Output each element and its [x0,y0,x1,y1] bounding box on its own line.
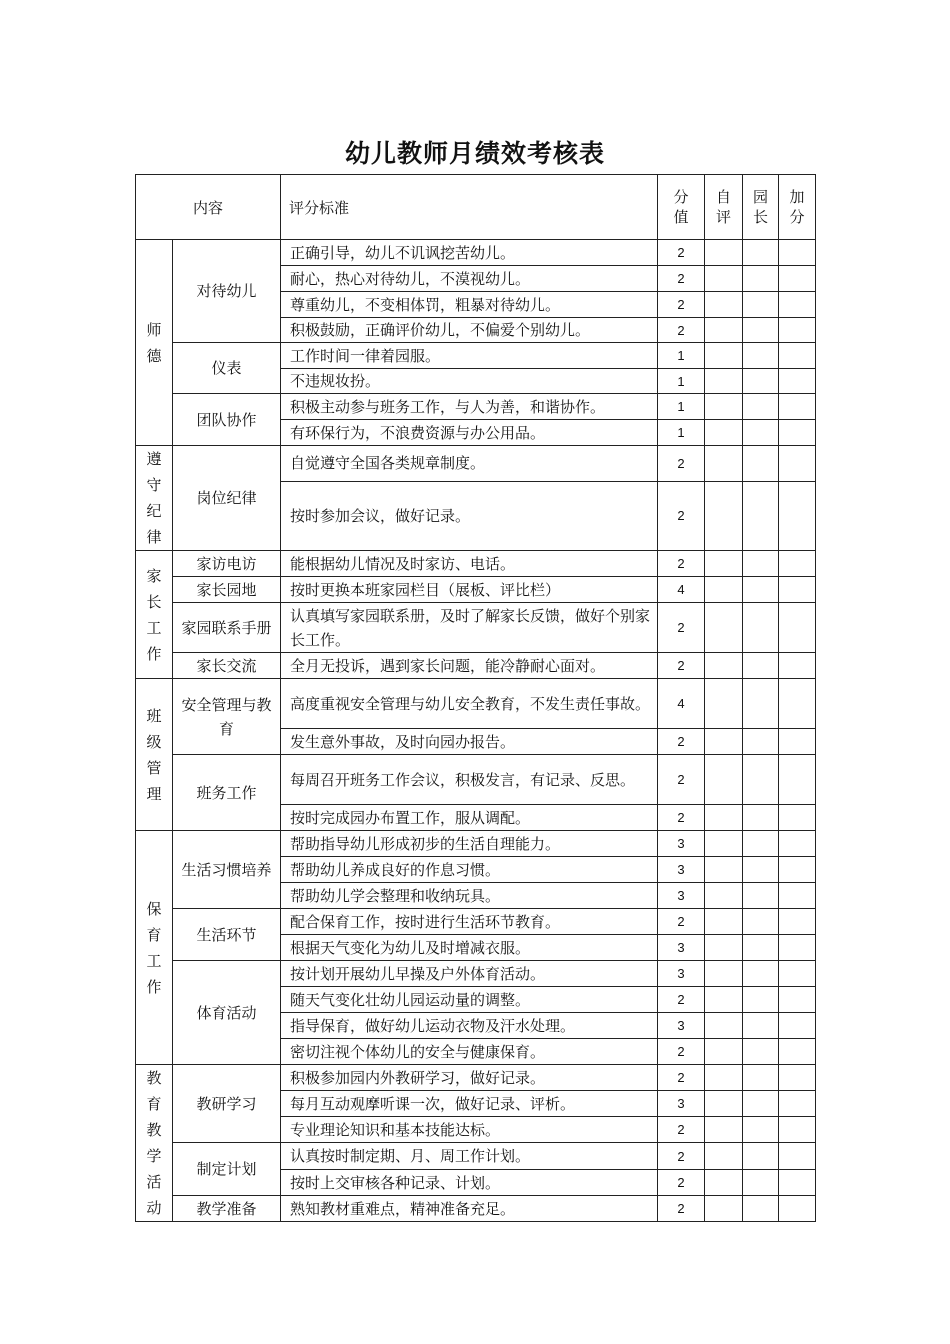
self-eval-cell[interactable] [705,729,743,755]
criteria-cell: 指导保育，做好幼儿运动衣物及汗水处理。 [281,1013,658,1039]
self-eval-cell[interactable] [705,1065,743,1091]
category-char: 级 [146,732,162,751]
principal-cell[interactable] [743,292,779,318]
score-cell: 2 [658,446,705,482]
criteria-cell: 按时参加会议，做好记录。 [281,481,658,550]
category-char: 动 [146,1199,162,1217]
criteria-cell: 密切注视个体幼儿的安全与健康保育。 [281,1039,658,1065]
score-cell: 2 [658,481,705,550]
table-row [136,831,816,857]
score-cell: 2 [658,603,705,653]
principal-cell[interactable] [743,679,779,729]
subcategory-cell: 家长园地 [173,577,281,603]
header-principal-line1: 园 [753,187,769,206]
self-eval-cell[interactable] [705,420,743,446]
category-cell [136,446,173,551]
table-row [136,1196,816,1222]
self-eval-cell[interactable] [705,653,743,679]
table-row [136,653,816,679]
self-eval-cell[interactable] [705,292,743,318]
score-cell: 3 [658,935,705,961]
header-criteria: 评分标准 [281,175,658,240]
principal-cell[interactable] [743,240,779,266]
self-eval-cell[interactable] [705,909,743,935]
principal-cell[interactable] [743,909,779,935]
subcategory-cell: 教学准备 [173,1196,281,1222]
principal-cell[interactable] [743,603,779,653]
criteria-cell: 根据天气变化为幼儿及时增减衣服。 [281,935,658,961]
criteria-cell: 专业理论知识和基本技能达标。 [281,1117,658,1143]
criteria-cell: 随天气变化壮幼儿园运动量的调整。 [281,987,658,1013]
score-cell: 3 [658,961,705,987]
principal-cell[interactable] [743,551,779,577]
table-row [136,446,816,482]
bonus-cell[interactable] [779,292,816,318]
self-eval-cell[interactable] [705,961,743,987]
subcategory-cell: 岗位纪律 [173,446,281,551]
header-row [136,175,816,240]
table-row [136,577,816,603]
criteria-cell: 积极鼓励，正确评价幼儿，不偏爱个别幼儿。 [281,318,658,343]
principal-cell[interactable] [743,935,779,961]
principal-cell[interactable] [743,1065,779,1091]
score-cell: 3 [658,831,705,857]
self-eval-cell[interactable] [705,1091,743,1117]
subcategory-cell: 家长交流 [173,653,281,679]
category-char: 作 [146,977,162,996]
score-cell: 1 [658,394,705,420]
criteria-cell: 自觉遵守全国各类规章制度。 [281,446,658,482]
score-cell: 3 [658,883,705,909]
table-row [136,1143,816,1170]
category-char: 班 [146,706,162,725]
principal-cell[interactable] [743,1170,779,1196]
page-title: 幼儿教师月绩效考核表 [344,139,605,168]
bonus-cell[interactable] [779,805,816,831]
self-eval-cell[interactable] [705,679,743,729]
subcategory-cell: 生活习惯培养 [173,831,281,909]
header-bonus-line2: 分 [789,208,805,226]
category-char: 育 [146,1095,162,1113]
bonus-cell[interactable] [779,987,816,1013]
header-principal [743,175,779,240]
subcategory-cell: 仪表 [173,343,281,394]
bonus-cell[interactable] [779,1143,816,1170]
self-eval-cell[interactable] [705,603,743,653]
score-cell: 1 [658,343,705,369]
bonus-cell[interactable] [779,420,816,446]
table-row [136,679,816,729]
criteria-cell: 全月无投诉，遇到家长问题，能冷静耐心面对。 [281,653,658,679]
self-eval-cell[interactable] [705,343,743,369]
principal-cell[interactable] [743,883,779,909]
bonus-cell[interactable] [779,729,816,755]
bonus-cell[interactable] [779,1117,816,1143]
self-eval-cell[interactable] [705,987,743,1013]
bonus-cell[interactable] [779,577,816,603]
score-cell: 2 [658,266,705,292]
bonus-cell[interactable] [779,679,816,729]
category-char: 教 [146,1121,162,1139]
self-eval-cell[interactable] [705,1170,743,1196]
principal-cell[interactable] [743,1117,779,1143]
category-char: 遵 [146,450,162,468]
category-char: 管 [146,758,162,777]
score-cell: 2 [658,240,705,266]
score-cell: 2 [658,1170,705,1196]
category-char: 守 [146,476,162,494]
bonus-cell[interactable] [779,755,816,805]
category-char: 保 [146,899,162,918]
bonus-cell[interactable] [779,551,816,577]
score-cell: 2 [658,1143,705,1170]
principal-cell[interactable] [743,577,779,603]
criteria-cell: 能根据幼儿情况及时家访、电话。 [281,551,658,577]
category-char: 师 [146,320,162,339]
category-cell [136,679,173,831]
table-row [136,909,816,935]
principal-cell[interactable] [743,729,779,755]
score-cell: 2 [658,1196,705,1222]
table-row [136,240,816,266]
bonus-cell[interactable] [779,909,816,935]
subcategory-cell: 教研学习 [173,1065,281,1143]
bonus-cell[interactable] [779,343,816,369]
self-eval-cell[interactable] [705,551,743,577]
category-cell [136,1065,173,1222]
bonus-cell[interactable] [779,961,816,987]
score-cell: 4 [658,679,705,729]
criteria-cell: 每周召开班务工作会议，积极发言，有记录、反思。 [281,755,658,805]
criteria-cell: 认真填写家园联系册，及时了解家长反馈，做好个别家长工作。 [281,603,658,653]
score-cell: 3 [658,1013,705,1039]
criteria-cell: 耐心，热心对待幼儿，不漠视幼儿。 [281,266,658,292]
self-eval-cell[interactable] [705,577,743,603]
bonus-cell[interactable] [779,1065,816,1091]
score-cell: 3 [658,857,705,883]
principal-cell[interactable] [743,394,779,420]
bonus-cell[interactable] [779,831,816,857]
bonus-cell[interactable] [779,266,816,292]
self-eval-cell[interactable] [705,394,743,420]
score-cell: 2 [658,551,705,577]
principal-cell[interactable] [743,343,779,369]
criteria-cell: 熟知教材重难点，精神准备充足。 [281,1196,658,1222]
header-bonus-line1: 加 [789,187,805,206]
criteria-cell: 帮助幼儿养成良好的作息习惯。 [281,857,658,883]
category-char: 理 [146,784,162,803]
subcategory-cell: 对待幼儿 [173,240,281,343]
principal-cell[interactable] [743,318,779,343]
table-row [136,755,816,805]
table-row [136,394,816,420]
principal-cell[interactable] [743,369,779,394]
category-char: 纪 [146,502,162,520]
criteria-cell: 按时更换本班家园栏目（展板、评比栏） [281,577,658,603]
self-eval-cell[interactable] [705,831,743,857]
self-eval-cell[interactable] [705,857,743,883]
self-eval-cell[interactable] [705,1117,743,1143]
bonus-cell[interactable] [779,857,816,883]
bonus-cell[interactable] [779,883,816,909]
self-eval-cell[interactable] [705,883,743,909]
bonus-cell[interactable] [779,603,816,653]
principal-cell[interactable] [743,857,779,883]
self-eval-cell[interactable] [705,755,743,805]
score-cell: 2 [658,729,705,755]
self-eval-cell[interactable] [705,1013,743,1039]
category-char: 活 [146,1173,162,1191]
criteria-cell: 配合保育工作，按时进行生活环节教育。 [281,909,658,935]
principal-cell[interactable] [743,1196,779,1222]
category-char: 工 [146,951,162,970]
criteria-cell: 有环保行为，不浪费资源与办公用品。 [281,420,658,446]
self-eval-cell[interactable] [705,1143,743,1170]
table-row [136,961,816,987]
score-cell: 4 [658,577,705,603]
principal-cell[interactable] [743,481,779,550]
subcategory-cell: 班务工作 [173,755,281,831]
subcategory-cell: 生活环节 [173,909,281,961]
category-char: 家 [146,566,162,585]
principal-cell[interactable] [743,420,779,446]
self-eval-cell[interactable] [705,446,743,482]
score-cell: 2 [658,1065,705,1091]
score-cell: 2 [658,987,705,1013]
principal-cell[interactable] [743,266,779,292]
criteria-cell: 按时上交审核各种记录、计划。 [281,1170,658,1196]
bonus-cell[interactable] [779,481,816,550]
category-char: 育 [146,925,162,944]
header-self-line2: 评 [716,208,732,226]
self-eval-cell[interactable] [705,481,743,550]
bonus-cell[interactable] [779,653,816,679]
category-char: 作 [146,644,162,663]
subcategory-cell: 家访电访 [173,551,281,577]
bonus-cell[interactable] [779,1091,816,1117]
subcategory-cell: 制定计划 [173,1143,281,1196]
bonus-cell[interactable] [779,240,816,266]
criteria-cell: 按计划开展幼儿早操及户外体育活动。 [281,961,658,987]
criteria-cell: 每月互动观摩听课一次，做好记录、评析。 [281,1091,658,1117]
header-bonus [779,175,816,240]
score-cell: 2 [658,318,705,343]
self-eval-cell[interactable] [705,1196,743,1222]
principal-cell[interactable] [743,805,779,831]
criteria-cell: 按时完成园办布置工作，服从调配。 [281,805,658,831]
criteria-cell: 尊重幼儿，不变相体罚，粗暴对待幼儿。 [281,292,658,318]
self-eval-cell[interactable] [705,1039,743,1065]
header-principal-line2: 长 [753,208,769,226]
bonus-cell[interactable] [779,1196,816,1222]
criteria-cell: 不违规妆扮。 [281,369,658,394]
criteria-cell: 认真按时制定期、月、周工作计划。 [281,1143,658,1170]
header-score-line2: 值 [673,208,689,226]
header-score-line1: 分 [673,187,689,206]
subcategory-cell: 安全管理与教育 [173,679,281,755]
score-cell: 1 [658,369,705,394]
header-self-line1: 自 [716,187,732,206]
criteria-cell: 正确引导，幼儿不讥讽挖苦幼儿。 [281,240,658,266]
table-row [136,1065,816,1091]
category-char: 律 [146,528,162,546]
score-cell: 3 [658,1091,705,1117]
subcategory-cell: 体育活动 [173,961,281,1065]
category-char: 学 [146,1147,162,1165]
bonus-cell[interactable] [779,318,816,343]
header-self-eval [705,175,743,240]
bonus-cell[interactable] [779,1039,816,1065]
criteria-cell: 帮助指导幼儿形成初步的生活自理能力。 [281,831,658,857]
principal-cell[interactable] [743,446,779,482]
criteria-cell: 高度重视安全管理与幼儿安全教育，不发生责任事故。 [281,679,658,729]
score-cell: 2 [658,292,705,318]
self-eval-cell[interactable] [705,266,743,292]
principal-cell[interactable] [743,755,779,805]
header-score [658,175,705,240]
category-cell [136,551,173,679]
principal-cell[interactable] [743,1013,779,1039]
score-cell: 2 [658,1117,705,1143]
criteria-cell: 工作时间一律着园服。 [281,343,658,369]
bonus-cell[interactable] [779,369,816,394]
category-cell [136,240,173,446]
header-content: 内容 [136,175,281,240]
bonus-cell[interactable] [779,446,816,482]
category-char: 德 [146,346,162,365]
subcategory-cell: 团队协作 [173,394,281,446]
category-char: 工 [146,618,162,637]
principal-cell[interactable] [743,1143,779,1170]
principal-cell[interactable] [743,1091,779,1117]
score-cell: 2 [658,755,705,805]
category-char: 长 [146,592,162,611]
score-cell: 2 [658,909,705,935]
bonus-cell[interactable] [779,1170,816,1196]
bonus-cell[interactable] [779,935,816,961]
category-char: 教 [146,1069,162,1087]
principal-cell[interactable] [743,987,779,1013]
principal-cell[interactable] [743,1039,779,1065]
self-eval-cell[interactable] [705,318,743,343]
table-row [136,551,816,577]
score-cell: 1 [658,420,705,446]
score-cell: 2 [658,805,705,831]
score-cell: 2 [658,1039,705,1065]
self-eval-cell[interactable] [705,369,743,394]
self-eval-cell[interactable] [705,935,743,961]
principal-cell[interactable] [743,653,779,679]
self-eval-cell[interactable] [705,805,743,831]
principal-cell[interactable] [743,961,779,987]
category-cell [136,831,173,1065]
table-row [136,603,816,653]
criteria-cell: 积极参加园内外教研学习，做好记录。 [281,1065,658,1091]
criteria-cell: 积极主动参与班务工作，与人为善，和谐协作。 [281,394,658,420]
criteria-cell: 发生意外事故，及时向园办报告。 [281,729,658,755]
assessment-table [135,174,816,1222]
bonus-cell[interactable] [779,1013,816,1039]
self-eval-cell[interactable] [705,240,743,266]
table-row [136,343,816,369]
principal-cell[interactable] [743,831,779,857]
bonus-cell[interactable] [779,394,816,420]
subcategory-cell: 家园联系手册 [173,603,281,653]
score-cell: 2 [658,653,705,679]
criteria-cell: 帮助幼儿学会整理和收纳玩具。 [281,883,658,909]
